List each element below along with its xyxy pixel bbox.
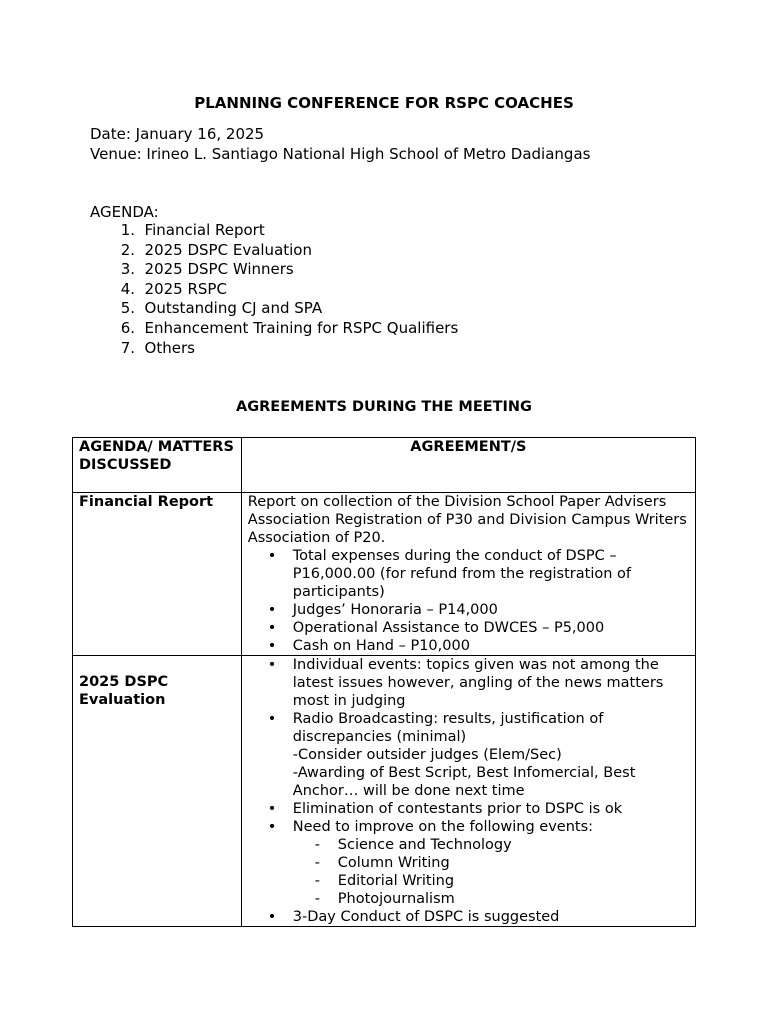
table-row [73, 656, 696, 927]
improve-events-text: • Need to improve on the following events: [292, 819, 594, 835]
document-title: PLANNING CONFERENCE FOR RSPC COACHES [194, 94, 574, 112]
list-item: - Science and Technology [338, 836, 689, 854]
agreements-table [72, 437, 696, 927]
list-item: • Operational Assistance to DWCES – P5,000 [293, 619, 689, 637]
list-item: - Column Writing [338, 854, 689, 872]
agenda-item: 2. 2025 DSPC Evaluation [120, 240, 312, 259]
column-header-agenda: AGENDA/ MATTERS DISCUSSED [73, 438, 242, 493]
meeting-venue: Venue: Irineo L. Santiago National High School of Metro Dadiangas [90, 145, 591, 163]
list-item: • Cash on Hand – P10,000 [293, 637, 689, 655]
list-item: - Photojournalism [338, 890, 689, 908]
table-row [73, 493, 696, 656]
column-header-agreements: AGREEMENT/S [241, 438, 695, 493]
list-item: - Editorial Writing [338, 872, 689, 890]
agenda-item: 4. 2025 RSPC [120, 279, 227, 298]
meeting-date: Date: January 16, 2025 [90, 125, 265, 143]
agenda-item: 7. Others [120, 338, 195, 357]
agenda-item: 6. Enhancement Training for RSPC Qualifiers [120, 318, 459, 337]
list-item: • Judges’ Honoraria – P14,000 [293, 601, 689, 619]
agenda-item: 3. 2025 DSPC Winners [120, 260, 294, 279]
list-item [293, 710, 689, 800]
list-item: • Individual events: topics given was not among the latest issues however, angling of the news matters most in judging [293, 656, 689, 710]
evaluation-bullets [248, 656, 689, 926]
agreements-heading: AGREEMENTS DURING THE MEETING [236, 399, 532, 415]
list-item [293, 818, 689, 908]
agenda-item: 5. Outstanding CJ and SPA [120, 299, 323, 318]
meeting-details [90, 124, 590, 164]
row-label-financial: Financial Report [73, 493, 242, 656]
list-item: • Elimination of contestants prior to DSPC is ok [293, 800, 689, 818]
agreement-cell-evaluation [241, 656, 695, 927]
financial-bullets [248, 547, 689, 655]
row-label-evaluation: 2025 DSPC Evaluation [73, 656, 242, 927]
list-item: • 3-Day Conduct of DSPC is suggested [293, 908, 689, 926]
list-item: • Total expenses during the conduct of DSPC – P16,000.00 (for refund from the registration of participants) [293, 547, 689, 601]
agenda-heading: AGENDA: [90, 203, 159, 221]
radio-note: -Awarding of Best Script, Best Infomercial, Best Anchor… will be done next time [292, 765, 636, 799]
improve-events-list [293, 836, 689, 908]
radio-note: -Consider outsider judges (Elem/Sec) [292, 747, 562, 763]
financial-intro: Report on collection of the Division School Paper Advisers Association Registration of P30 and Division Campus Writers Association of P20. [247, 494, 687, 546]
agreement-cell-financial [241, 493, 695, 656]
table-header-row [73, 438, 696, 493]
radio-broadcasting-text: • Radio Broadcasting: results, justification of discrepancies (minimal) [292, 711, 604, 745]
agenda-item: 1. Financial Report [120, 221, 265, 239]
agenda-list [90, 221, 458, 358]
